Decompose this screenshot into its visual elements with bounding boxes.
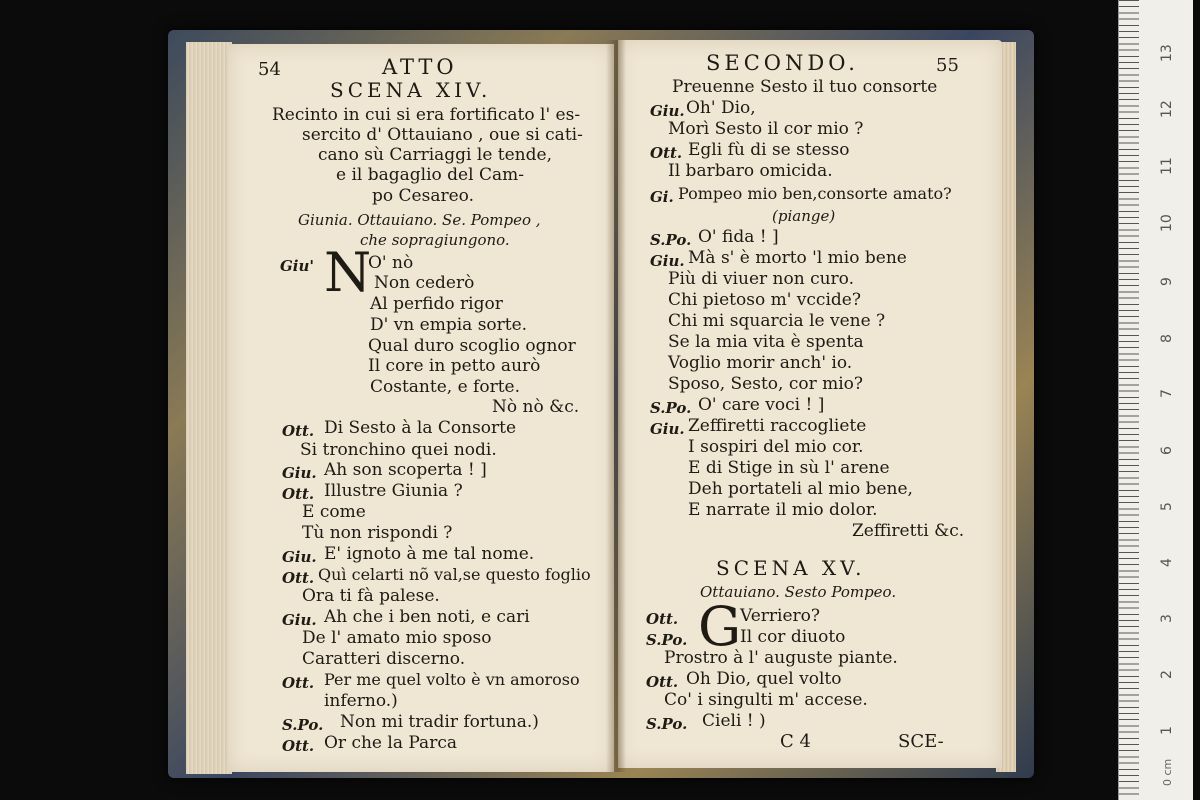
drop-cap: G	[698, 595, 742, 658]
verse-line: Preuenne Sesto il tuo consorte	[672, 77, 938, 97]
ruler-label: 6	[1159, 446, 1175, 455]
verse-line: E come	[302, 502, 366, 522]
ruler-label: 8	[1159, 334, 1175, 343]
catchword: SCE-	[898, 731, 944, 752]
speaker: Ott.	[646, 673, 679, 691]
verse-line: Oh' Dio,	[686, 98, 756, 118]
speaker: Ott.	[282, 674, 315, 692]
ruler-label: 9	[1159, 277, 1175, 286]
speaker: Giu.	[282, 611, 317, 629]
verse-line: Si tronchino quei nodi.	[300, 440, 497, 460]
verse-line: Ah che i ben noti, e cari	[324, 607, 530, 627]
verse-line: Chi pietoso m' vccide?	[668, 290, 861, 310]
speaker: Ott.	[650, 144, 683, 162]
verse-line: Oh Dio, quel volto	[686, 669, 842, 689]
verse-line: Mà s' è morto 'l mio bene	[688, 248, 907, 268]
verse-line: E di Stige in sù l' arene	[688, 458, 890, 478]
verse-line: Non cederò	[374, 273, 475, 293]
ruler-ticks	[1119, 0, 1139, 800]
speaker: Giu.	[282, 548, 317, 566]
character-list: Ottauiano. Sesto Pompeo.	[700, 583, 897, 601]
verse-line: Sposo, Sesto, cor mio?	[668, 374, 864, 394]
verse-line: Zeffiretti raccogliete	[688, 416, 867, 436]
speaker: Ott.	[646, 610, 679, 628]
ruler-label: 4	[1159, 558, 1175, 567]
verse-line: Se la mia vita è spenta	[668, 332, 864, 352]
speaker: Ott.	[282, 485, 315, 503]
speaker: Giu.	[650, 102, 685, 120]
speaker: Giu.	[650, 252, 685, 270]
verse-line: O' care voci ! ]	[698, 395, 825, 415]
book-gutter	[606, 40, 626, 772]
ruler-label: 10	[1159, 214, 1175, 232]
verse-line: Deh portateli al mio bene,	[688, 479, 913, 499]
verse-line: Di Sesto à la Consorte	[324, 418, 517, 438]
ruler-label: 1	[1159, 726, 1175, 735]
verse-line: Zeffiretti &c.	[852, 521, 965, 541]
verse-line: Or che la Parca	[324, 733, 457, 753]
verse-line: inferno.)	[324, 691, 398, 711]
verse-line: Illustre Giunia ?	[324, 481, 463, 501]
ruler-label: 3	[1159, 614, 1175, 623]
speaker: Giu'	[280, 257, 315, 275]
verse-line: Per me quel volto è vn amoroso	[324, 670, 580, 689]
verse-line: I sospiri del mio cor.	[688, 437, 864, 457]
verse-line: Co' i singulti m' accese.	[664, 690, 868, 710]
running-head: ATTO	[382, 55, 458, 79]
speaker: S.Po.	[646, 631, 688, 649]
ruler-label: 2	[1159, 670, 1175, 679]
character-list: che sopragiungono.	[360, 231, 510, 249]
page-edges-left	[186, 42, 232, 774]
verse-line: Chi mi squarcia le vene ?	[668, 311, 886, 331]
ruler-label: 5	[1159, 502, 1175, 511]
stage-direction-line: Recinto in cui si era fortificato l' es-	[272, 105, 581, 125]
verse-line: Prostro à l' auguste piante.	[664, 648, 898, 668]
verse-line: Tù non rispondi ?	[302, 523, 453, 543]
speaker: S.Po.	[650, 399, 692, 417]
verse-line: Pompeo mio ben,consorte amato?	[678, 184, 952, 203]
scene-title: SCENA XIV.	[330, 78, 492, 102]
verse-line: Più di viuer non curo.	[668, 269, 855, 289]
stage-direction-line: e il bagaglio del Cam-	[336, 165, 524, 185]
verse-line: Ora ti fà palese.	[302, 586, 440, 606]
verse-line: Quì celarti nõ val,se questo foglio	[318, 565, 591, 584]
verse-line: Costante, e forte.	[370, 377, 520, 397]
verse-line: Morì Sesto il cor mio ?	[668, 119, 864, 139]
verse-line: D' vn empia sorte.	[370, 315, 528, 335]
verse-line: Il cor diuoto	[740, 627, 846, 647]
verse-line: Ah son scoperta ! ]	[324, 460, 487, 480]
speaker: Ott.	[282, 422, 315, 440]
verse-line: Caratteri discerno.	[302, 649, 466, 669]
verse-line: De l' amato mio sposo	[302, 628, 492, 648]
verse-line: O' fida ! ]	[698, 227, 779, 247]
verse-line: O' nò	[368, 253, 414, 273]
character-list: Giunia. Ottauiano. Se. Pompeo ,	[298, 211, 541, 229]
verse-line: Al perfido rigor	[370, 294, 503, 314]
verse-line: Cieli ! )	[702, 711, 766, 731]
scene-title: SCENA XV.	[716, 556, 866, 580]
ruler-label: 7	[1159, 389, 1175, 398]
verse-line: Non mi tradir fortuna.)	[340, 712, 539, 732]
verse-line: E' ignoto à me tal nome.	[324, 544, 535, 564]
speaker: S.Po.	[646, 715, 688, 733]
verse-line: Il core in petto aurò	[368, 356, 541, 376]
running-head: SECONDO.	[706, 51, 859, 75]
ruler-label: 13	[1159, 44, 1175, 62]
speaker: Giu.	[282, 464, 317, 482]
speaker: Giu.	[650, 420, 685, 438]
page-number: 54	[258, 59, 281, 80]
speaker: S.Po.	[282, 716, 324, 734]
verse-line: Verriero?	[740, 606, 821, 626]
signature-mark: C 4	[780, 731, 811, 752]
stage-direction: (piange)	[772, 207, 836, 225]
ruler-unit: 0 cm	[1161, 758, 1174, 786]
verse-line: Il barbaro omicida.	[668, 161, 833, 181]
measurement-ruler	[1118, 0, 1193, 800]
verse-line: Voglio morir anch' io.	[668, 353, 853, 373]
stage-direction-line: sercito d' Ottauiano , oue si cati-	[302, 125, 583, 145]
stage-direction-line: cano sù Carriaggi le tende,	[318, 145, 552, 165]
verse-line: Nò nò &c.	[492, 397, 580, 417]
speaker: Gi.	[650, 188, 674, 206]
ruler-label: 12	[1159, 100, 1175, 118]
speaker: Ott.	[282, 569, 315, 587]
verse-line: Egli fù di se stesso	[688, 140, 850, 160]
stage-direction-line: po Cesareo.	[372, 186, 474, 206]
verse-line: E narrate il mio dolor.	[688, 500, 878, 520]
ruler-label: 11	[1159, 157, 1175, 175]
drop-cap: N	[324, 241, 372, 304]
speaker: S.Po.	[650, 231, 692, 249]
speaker: Ott.	[282, 737, 315, 755]
page-number: 55	[936, 55, 959, 76]
verse-line: Qual duro scoglio ognor	[368, 336, 576, 356]
